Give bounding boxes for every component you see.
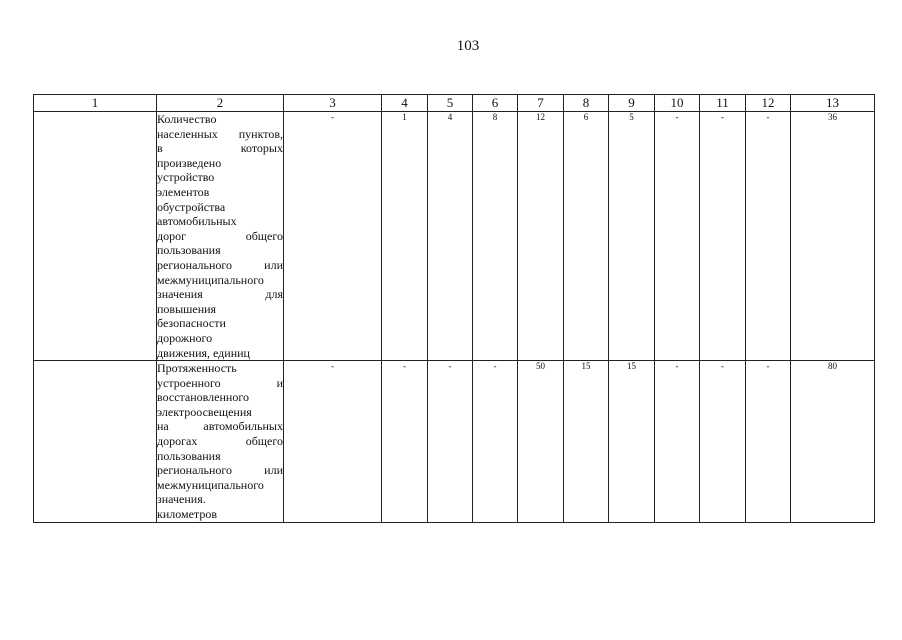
report-table <box>33 94 875 523</box>
description-line: обустройства <box>157 199 226 214</box>
description-line: пользования <box>157 448 221 463</box>
indicator-description-cell <box>157 112 284 361</box>
table-cell-value: - <box>700 112 746 361</box>
table-cell-value: 6 <box>564 112 609 361</box>
table-cell-value: - <box>655 112 700 361</box>
column-header: 5 <box>428 95 473 112</box>
table-cell-value: - <box>746 361 791 523</box>
table-cell-value: - <box>746 112 791 361</box>
table-cell-col1 <box>34 112 157 361</box>
description-line: Количество <box>157 112 217 126</box>
table-cell-value: 15 <box>609 361 655 523</box>
column-header: 4 <box>382 95 428 112</box>
table-cell-value: - <box>382 361 428 523</box>
table-cell-value: 15 <box>564 361 609 523</box>
column-header: 6 <box>473 95 518 112</box>
table-cell-value: 8 <box>473 112 518 361</box>
description-line: безопасности <box>157 316 226 331</box>
table-cell-value: - <box>700 361 746 523</box>
description-line: электроосвещения <box>157 404 252 419</box>
description-line: километров <box>157 507 217 522</box>
description-line: дорогах общего <box>157 434 283 449</box>
table-cell-value: - <box>284 112 382 361</box>
description-line: значения. <box>157 492 206 507</box>
column-header: 7 <box>518 95 564 112</box>
table-cell-total: 36 <box>791 112 875 361</box>
page-number: 103 <box>456 38 480 54</box>
column-header: 11 <box>700 95 746 112</box>
description-line: регионального или <box>157 257 283 272</box>
description-line: повышения <box>157 301 217 316</box>
column-header: 12 <box>746 95 791 112</box>
table-header-row <box>34 95 875 112</box>
column-header: 8 <box>564 95 609 112</box>
description-line: значения для <box>157 287 283 302</box>
table-cell-value: 12 <box>518 112 564 361</box>
description-line: межмуниципального <box>157 272 264 287</box>
table-cell-value: - <box>655 361 700 523</box>
table-cell-value: 4 <box>428 112 473 361</box>
table-cell-value: - <box>428 361 473 523</box>
description-line: устроенного и <box>157 375 283 390</box>
description-line: населенных пунктов, <box>157 126 283 141</box>
table-cell-value: 1 <box>382 112 428 361</box>
table-cell-value: - <box>284 361 382 523</box>
description-line: дорожного <box>157 330 213 345</box>
table-cell-value: - <box>473 361 518 523</box>
table-row <box>34 112 875 361</box>
description-line: произведено <box>157 155 222 170</box>
description-line: межмуниципального <box>157 477 264 492</box>
description-line: в которых <box>157 141 283 156</box>
description-line: устройство <box>157 170 215 185</box>
description-line: автомобильных <box>157 214 237 229</box>
description-line: пользования <box>157 243 221 258</box>
column-header: 2 <box>157 95 284 112</box>
table-row <box>34 361 875 523</box>
table-cell-col1 <box>34 361 157 523</box>
description-line: регионального или <box>157 463 283 478</box>
description-line: Протяженность <box>157 361 237 376</box>
column-header: 3 <box>284 95 382 112</box>
description-line: движения, единиц <box>157 345 250 360</box>
column-header: 9 <box>609 95 655 112</box>
description-line: на автомобильных <box>157 419 283 434</box>
description-line: дорог общего <box>157 228 283 243</box>
description-line: восстановленного <box>157 390 249 405</box>
column-header: 10 <box>655 95 700 112</box>
description-line: элементов <box>157 184 210 199</box>
column-header: 1 <box>34 95 157 112</box>
table-cell-value: 50 <box>518 361 564 523</box>
table-cell-total: 80 <box>791 361 875 523</box>
indicator-description-cell <box>157 361 284 523</box>
table-cell-value: 5 <box>609 112 655 361</box>
column-header: 13 <box>791 95 875 112</box>
